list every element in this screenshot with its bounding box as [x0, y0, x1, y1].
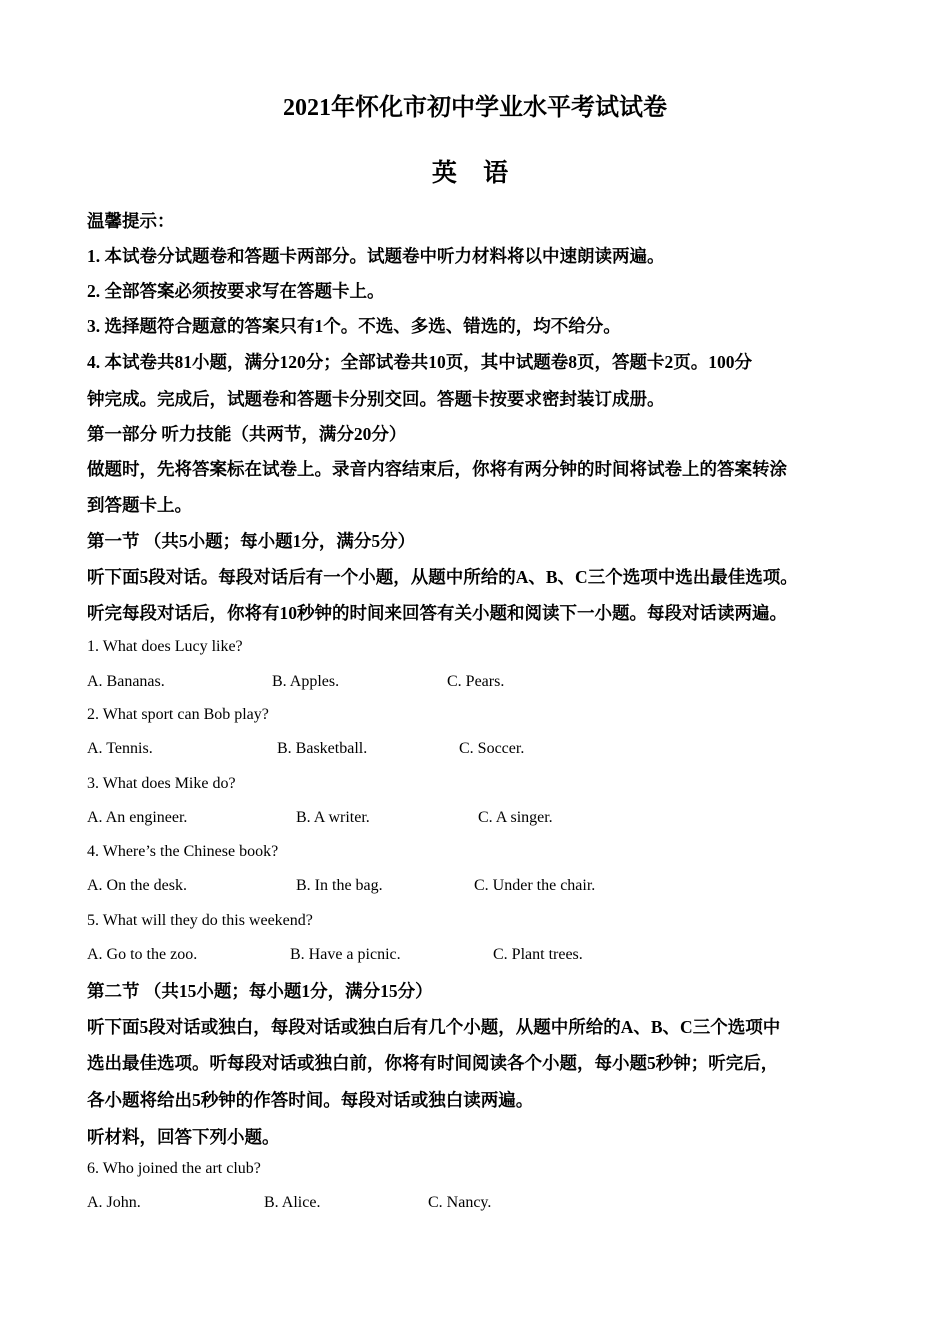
question-6: 6. Who joined the art club? — [87, 1160, 261, 1177]
q4-option-c: C. Under the chair. — [474, 877, 596, 894]
exam-title: 2021年怀化市初中学业水平考试试卷 — [283, 95, 667, 121]
section2-instruction-3: 各小题将给出5秒钟的作答时间。每段对话或独白读两遍。 — [87, 1090, 534, 1110]
section2-instruction-1: 听下面5段对话或独白，每段对话或独白后有几个小题，从题中所给的A、B、C三个选项中 — [87, 1017, 781, 1037]
q4-option-a: A. On the desk. — [87, 877, 187, 894]
q4-option-b: B. In the bag. — [296, 877, 383, 894]
notice-heading: 温馨提示： — [87, 211, 175, 231]
question-3: 3. What does Mike do? — [87, 775, 236, 792]
question-2: 2. What sport can Bob play? — [87, 706, 269, 723]
notice-item-4: 4. 本试卷共81小题，满分120分；全部试卷共10页，其中试题卷8页，答题卡2页。100分 — [87, 352, 752, 372]
q3-option-b: B. A writer. — [296, 809, 370, 826]
part1-heading: 第一部分 听力技能（共两节，满分20分） — [87, 424, 407, 444]
section1-instruction-1: 听下面5段对话。每段对话后有一个小题，从题中所给的A、B、C三个选项中选出最佳选项。 — [87, 567, 798, 587]
q2-option-b: B. Basketball. — [277, 740, 368, 757]
q1-option-a: A. Bananas. — [87, 673, 165, 690]
question-4: 4. Where’s the Chinese book? — [87, 843, 279, 860]
part1-instruction-2: 到答题卡上。 — [87, 495, 192, 515]
q3-option-c: C. A singer. — [478, 809, 553, 826]
question-5: 5. What will they do this weekend? — [87, 912, 313, 929]
section2-instruction-2: 选出最佳选项。听每段对话或独白前，你将有时间阅读各个小题，每小题5秒钟；听完后， — [87, 1053, 779, 1073]
q3-option-a: A. An engineer. — [87, 809, 188, 826]
section1-heading: 第一节 （共5小题；每小题1分，满分5分） — [87, 531, 416, 551]
subject-title: 英 语 — [431, 160, 519, 187]
q2-option-c: C. Soccer. — [459, 740, 525, 757]
q2-option-a: A. Tennis. — [87, 740, 153, 757]
part1-instruction-1: 做题时，先将答案标在试卷上。录音内容结束后，你将有两分钟的时间将试卷上的答案转涂 — [87, 459, 787, 479]
q1-option-c: C. Pears. — [447, 673, 505, 690]
q6-option-b: B. Alice. — [264, 1194, 321, 1211]
section2-lead: 听材料，回答下列小题。 — [87, 1127, 280, 1147]
notice-item-1: 1. 本试卷分试题卷和答题卡两部分。试题卷中听力材料将以中速朗读两遍。 — [87, 246, 665, 266]
section1-instruction-2: 听完每段对话后，你将有10秒钟的时间来回答有关小题和阅读下一小题。每段对话读两遍。 — [87, 603, 787, 623]
q5-option-a: A. Go to the zoo. — [87, 946, 198, 963]
q5-option-c: C. Plant trees. — [493, 946, 583, 963]
section2-heading: 第二节 （共15小题；每小题1分，满分15分） — [87, 981, 433, 1001]
q6-option-a: A. John. — [87, 1194, 141, 1211]
notice-item-2: 2. 全部答案必须按要求写在答题卡上。 — [87, 281, 385, 301]
notice-item-3: 3. 选择题符合题意的答案只有1个。不选、多选、错选的，均不给分。 — [87, 316, 621, 336]
q6-option-c: C. Nancy. — [428, 1194, 492, 1211]
notice-item-4-cont: 钟完成。完成后，试题卷和答题卡分别交回。答题卡按要求密封装订成册。 — [87, 389, 665, 409]
question-1: 1. What does Lucy like? — [87, 638, 243, 655]
q5-option-b: B. Have a picnic. — [290, 946, 401, 963]
q1-option-b: B. Apples. — [272, 673, 340, 690]
